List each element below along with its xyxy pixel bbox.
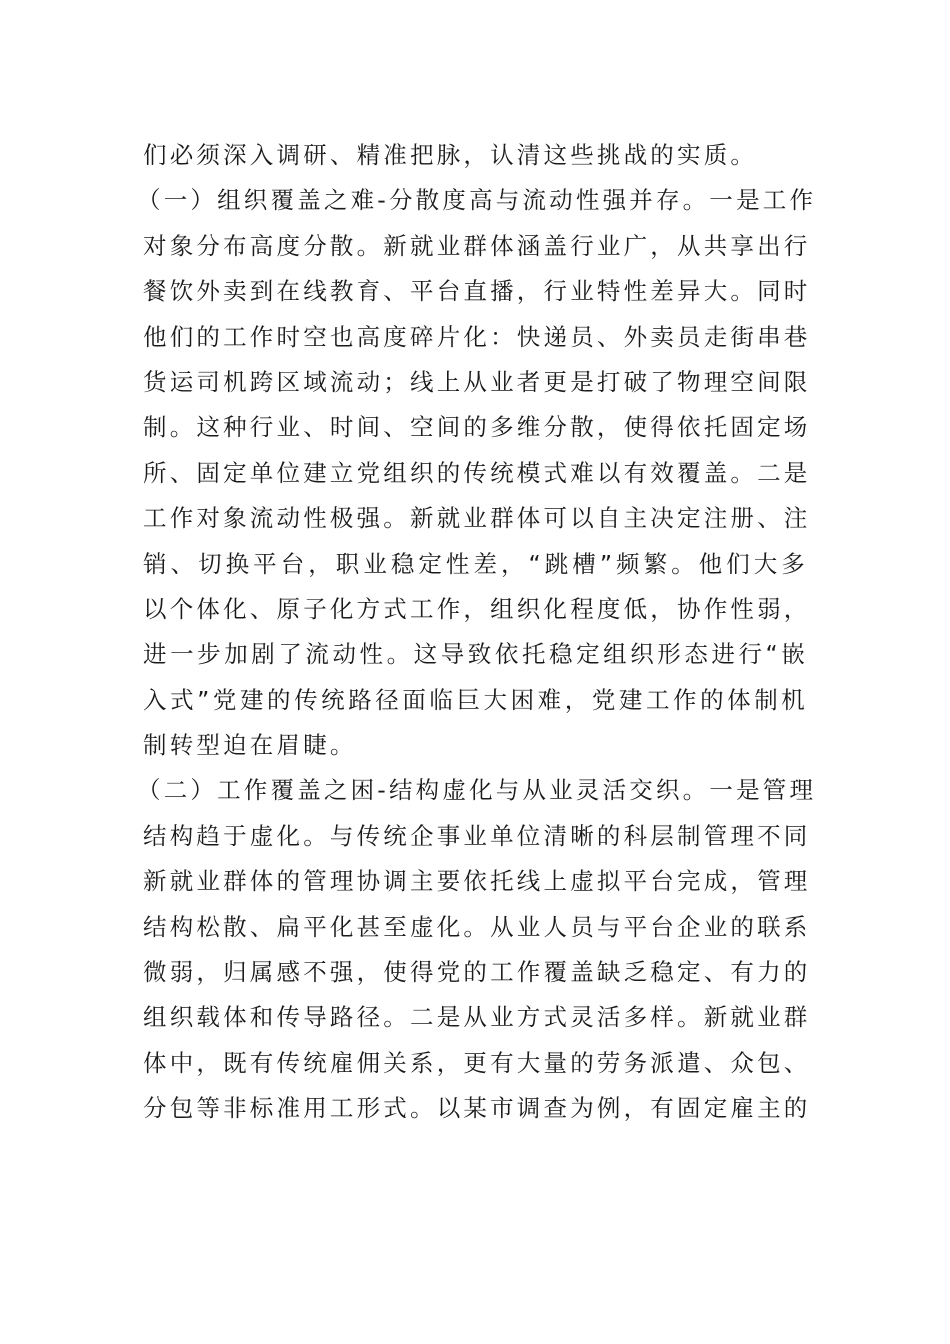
section-heading-line: （二）工作覆盖之困-结构虚化与从业灵活交织。一是管理 (137, 776, 817, 805)
text-line: 入式”党建的传统路径面临巨大困难，党建工作的体制机 (143, 685, 808, 714)
text-line: 体中，既有传统雇佣关系，更有大量的劳务派遣、众包、 (143, 1048, 811, 1077)
text-line: 所、固定单位建立党组织的传统模式难以有效覆盖。二是 (143, 458, 811, 487)
text-line: 新就业群体的管理协调主要依托线上虚拟平台完成，管理 (143, 867, 811, 896)
text-line: 以个体化、原子化方式工作，组织化程度低，协作性弱， (143, 594, 811, 623)
text-line: 组织载体和传导路径。二是从业方式灵活多样。新就业群 (143, 1003, 811, 1032)
text-line: 进一步加剧了流动性。这导致依托稳定组织形态进行“嵌 (143, 640, 808, 669)
text-line: 货运司机跨区域流动；线上从业者更是打破了物理空间限 (143, 367, 811, 396)
text-line: 餐饮外卖到在线教育、平台直播，行业特性差异大。同时 (143, 277, 811, 306)
text-line: 结构趋于虚化。与传统企事业单位清晰的科层制管理不同 (143, 821, 811, 850)
text-line: 结构松散、扁平化甚至虚化。从业人员与平台企业的联系 (143, 912, 811, 941)
text-line: 工作对象流动性极强。新就业群体可以自主决定注册、注 (143, 504, 811, 533)
text-line: 对象分布高度分散。新就业群体涵盖行业广，从共享出行 (143, 231, 811, 260)
text-line: 微弱，归属感不强，使得党的工作覆盖缺乏稳定、有力的 (143, 958, 811, 987)
text-line: 制转型迫在眉睫。 (143, 731, 357, 760)
text-line: 分包等非标准用工形式。以某市调查为例，有固定雇主的 (143, 1094, 811, 1123)
section-heading-line: （一）组织覆盖之难-分散度高与流动性强并存。一是工作 (137, 186, 817, 215)
text-line: 们必须深入调研、精准把脉，认清这些挑战的实质。 (143, 141, 758, 169)
text-line: 他们的工作时空也高度碎片化：快递员、外卖员走街串巷 (143, 322, 811, 351)
text-line: 制。这种行业、时间、空间的多维分散，使得依托固定场 (143, 413, 811, 442)
text-line: 销、切换平台，职业稳定性差，“跳槽”频繁。他们大多 (143, 549, 808, 578)
body-text (137, 133, 817, 1132)
